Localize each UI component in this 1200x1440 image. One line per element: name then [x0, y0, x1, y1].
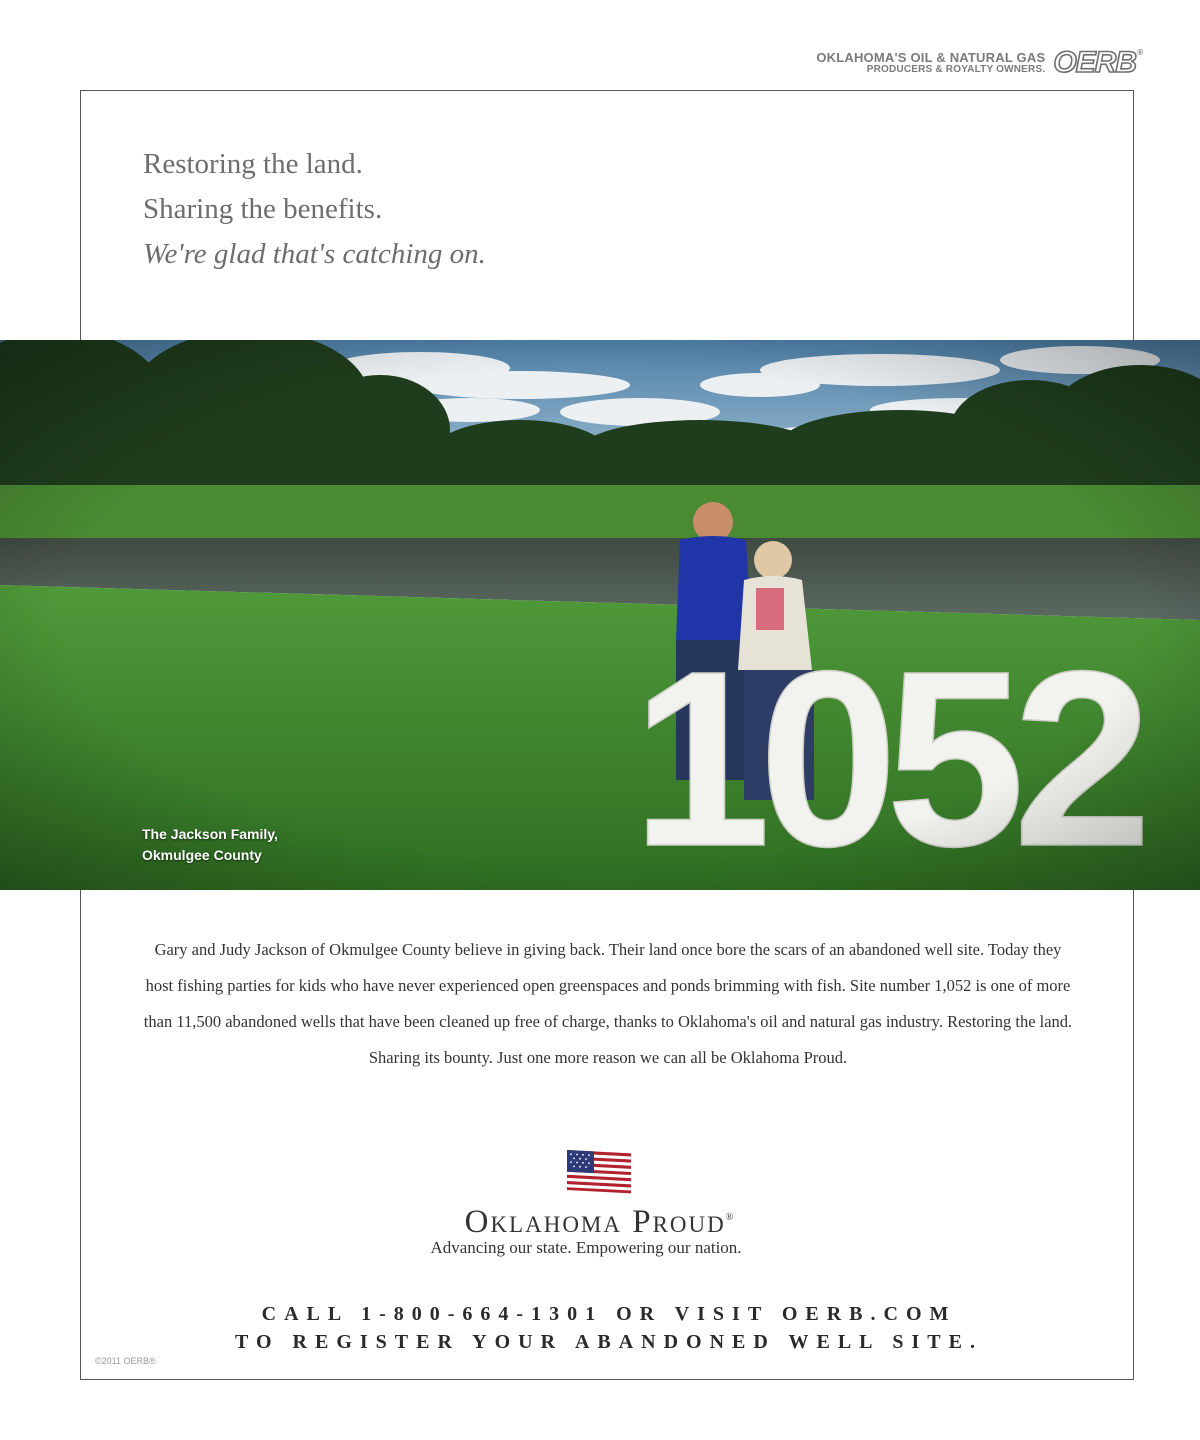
- oklahoma-proud-logo: [0, 1150, 1200, 1258]
- headline-line1: Restoring the land.: [143, 148, 363, 180]
- american-flag-icon: [567, 1150, 633, 1194]
- oklahoma-proud-wordmark: [0, 1200, 1200, 1240]
- oerb-tagline-line1: OKLAHOMA'S OIL & NATURAL GAS: [816, 49, 1046, 65]
- photo-caption: [142, 824, 278, 866]
- oerb-registered-mark: ®: [1137, 48, 1142, 57]
- oerb-header-logo: [816, 46, 1142, 80]
- headline-line2: Sharing the benefits.: [143, 193, 383, 225]
- headline-line3: We're glad that's catching on.: [143, 238, 486, 270]
- oerb-logo-text: OERB: [1053, 46, 1136, 79]
- body-copy: Gary and Judy Jackson of Okmulgee County believe in giving back. Their land once bore the scars of an abandoned well site. Today they host fishing parties for kids who have never experienced open greenspaces and ponds brimming with fish. Site number 1,052 is one of more than 11,500 abandoned wells that have been cleaned up free of charge, thanks to Oklahoma's oil and natural gas industry. Restoring the land. Sharing its bounty. Just one more reason we can all be Oklahoma Proud.: [143, 940, 1073, 1067]
- oerb-tagline: [816, 51, 1045, 75]
- oklahoma-proud-tagline: Advancing our state. Empowering our nation.: [430, 1238, 742, 1257]
- oerb-tagline-line2: PRODUCERS & ROYALTY OWNERS.: [866, 63, 1046, 75]
- cta-line1: CALL 1-800-664-1301 OR VISIT OERB.COM: [261, 1303, 957, 1325]
- photo-illustration: [0, 340, 1200, 890]
- headline: [143, 142, 486, 277]
- oerb-logo-mark: [1053, 46, 1142, 80]
- oklahoma-proud-name: Oklahoma Proud: [464, 1204, 726, 1240]
- cta-line2: TO REGISTER YOUR ABANDONED WELL SITE.: [235, 1331, 983, 1353]
- caption-line2: Okmulgee County: [142, 847, 262, 863]
- photo-jackson-family: [0, 340, 1200, 890]
- oklahoma-proud-registered-mark: ®: [725, 1212, 736, 1223]
- call-to-action: [0, 1300, 1200, 1356]
- caption-line1: The Jackson Family,: [142, 826, 278, 842]
- copyright-notice: ©2011 OERB®: [95, 1356, 156, 1366]
